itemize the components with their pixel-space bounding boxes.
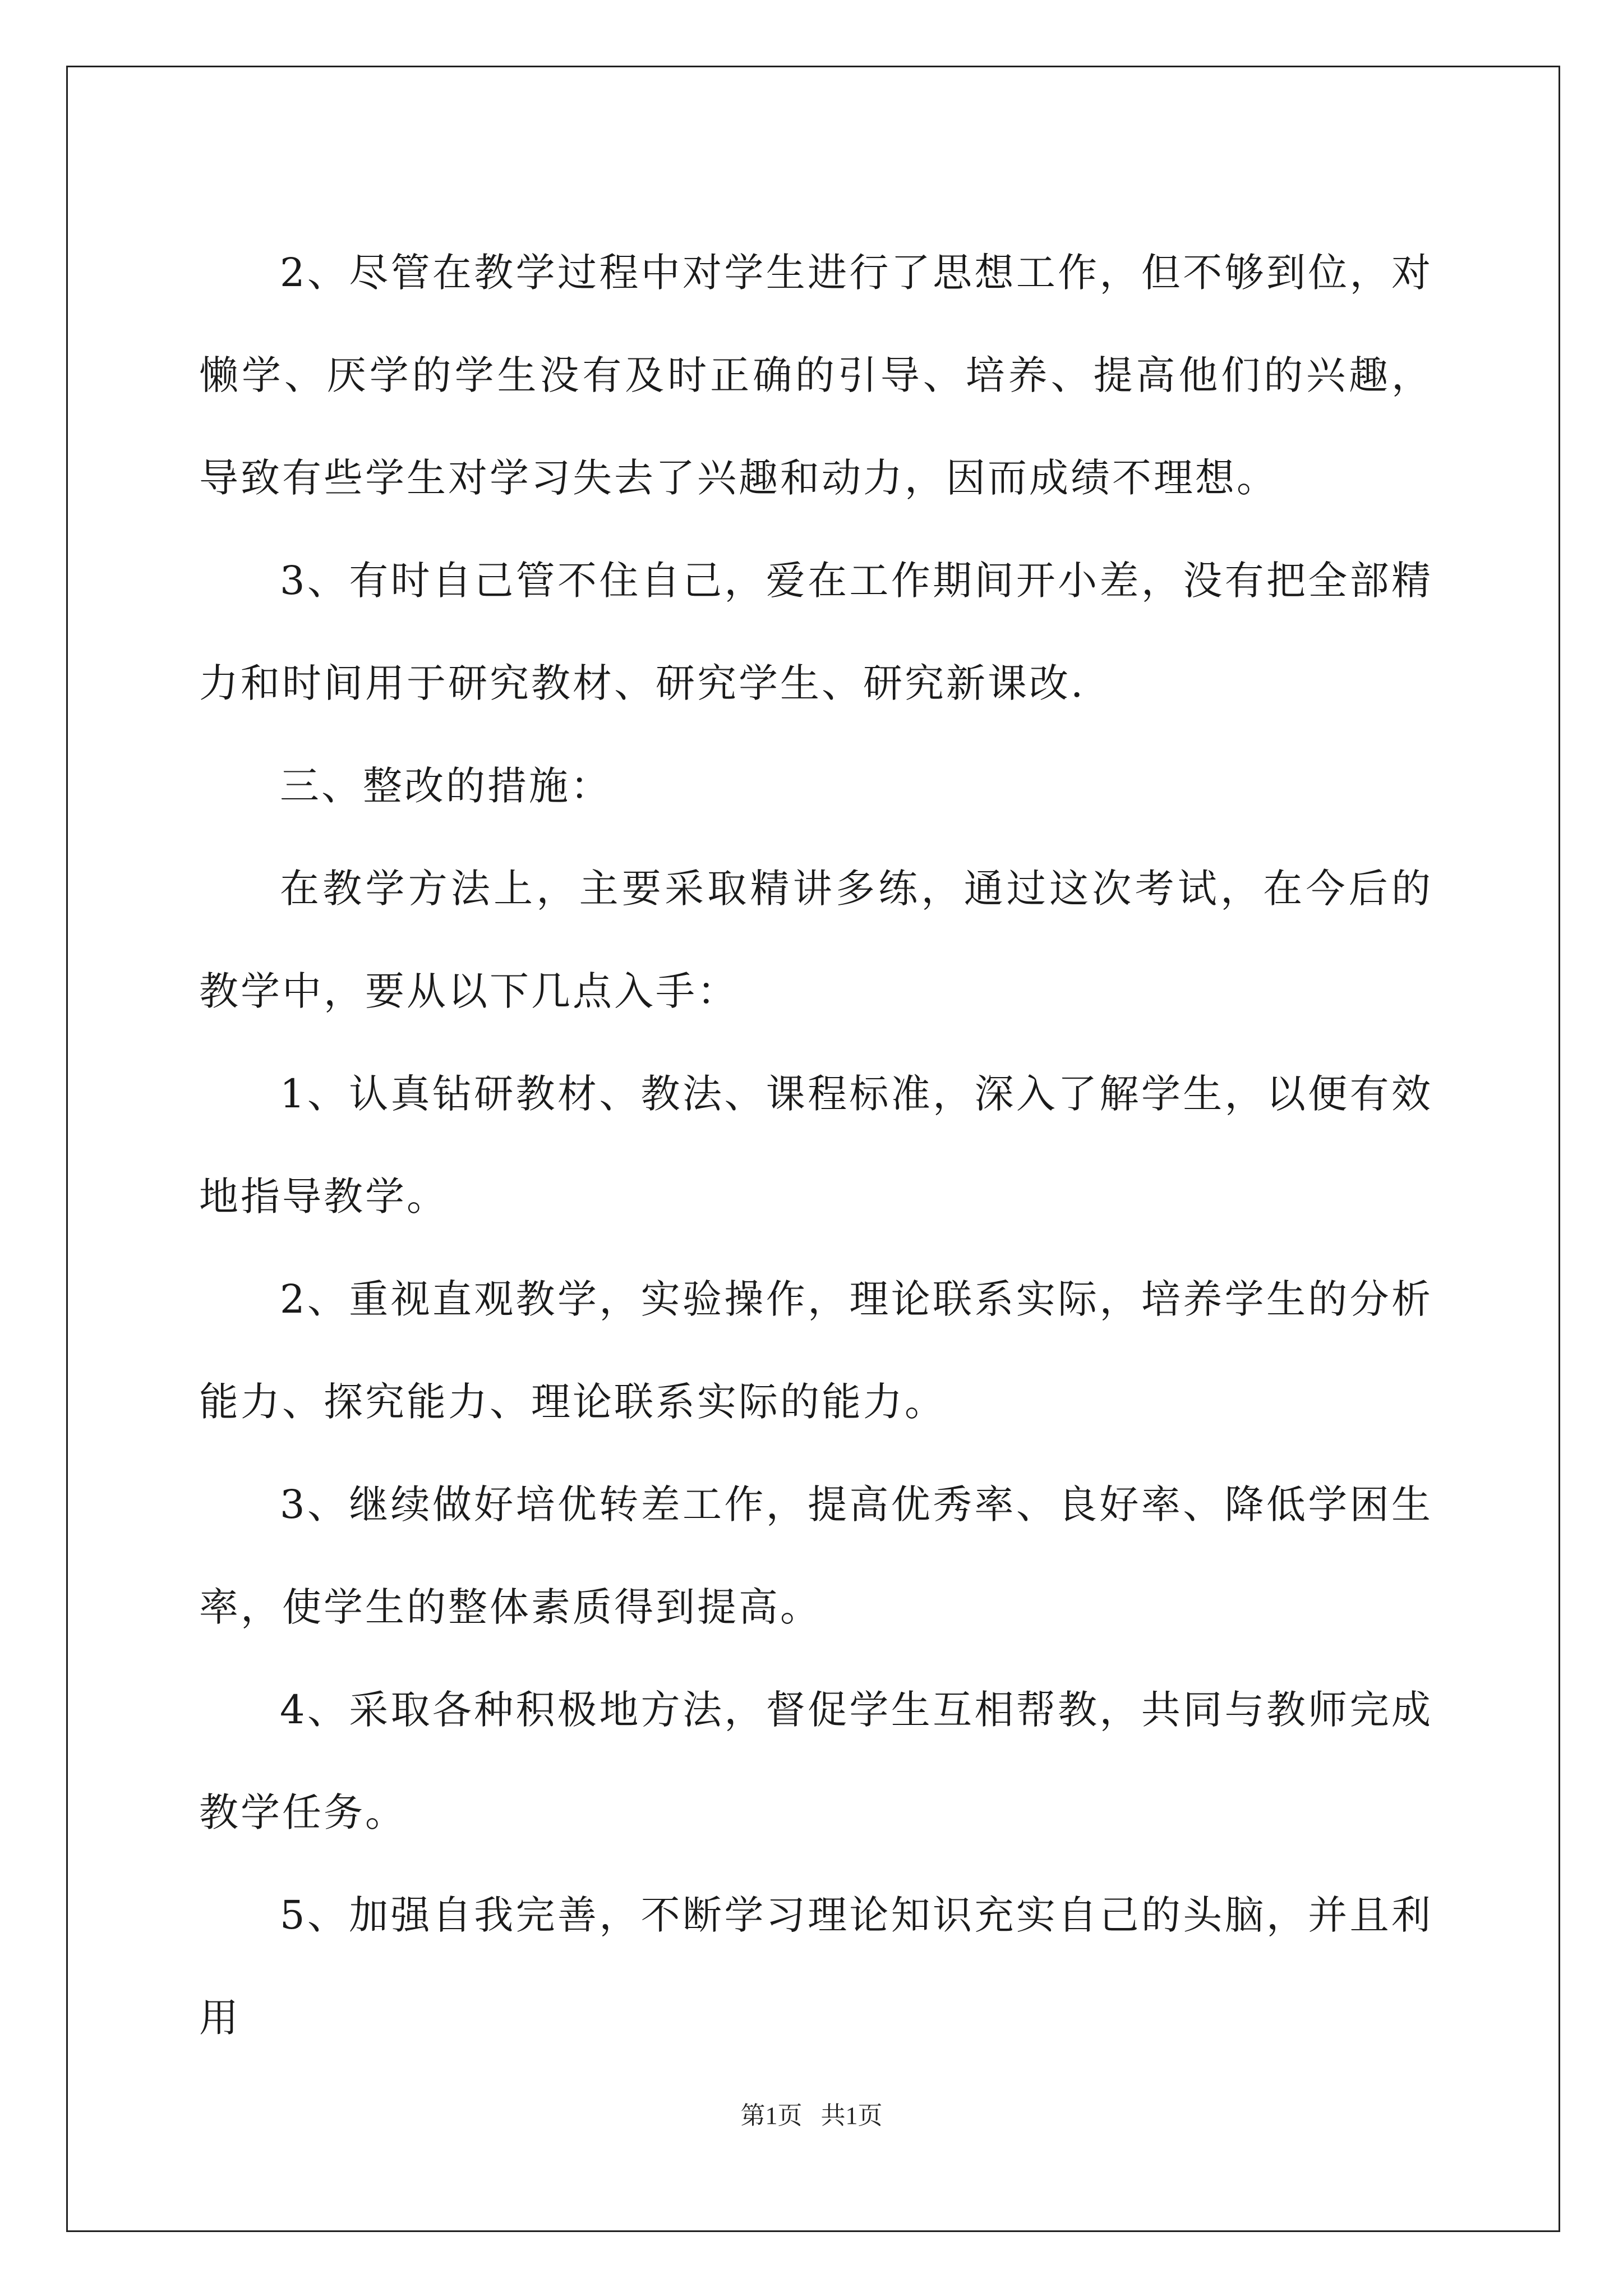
page-footer <box>0 2095 1623 2131</box>
footer-spacer <box>803 2102 821 2129</box>
paragraph-thought-work: 2、尽管在教学过程中对学生进行了思想工作，但不够到位，对懒学、厌学的学生没有及时正确的引导、培养、提高他们的兴趣，导致有些学生对学习失去了兴趣和动力，因而成绩不理想。 <box>199 250 1433 501</box>
paragraph-measure-4: 4、采取各种积极地方法，督促学生互相帮教，共同与教师完成教学任务。 <box>199 1687 1433 1835</box>
paragraph-method-intro: 在教学方法上，主要采取精讲多练，通过这次考试，在今后的教学中，要从以下几点入手： <box>199 866 1433 1014</box>
paragraph-measure-5: 5、加强自我完善，不断学习理论知识充实自己的头脑，并且利用 <box>199 1892 1433 2041</box>
paragraph-measure-3: 3、继续做好培优转差工作，提高优秀率、良好率、降低学困生率，使学生的整体素质得到提高。 <box>199 1481 1433 1630</box>
paragraph-measure-2: 2、重视直观教学，实验操作，理论联系实际，培养学生的分析能力、探究能力、理论联系实际的能力。 <box>199 1276 1433 1425</box>
page-number: 第1页 <box>740 2102 803 2129</box>
page-total: 共1页 <box>820 2102 883 2129</box>
paragraph-self-control: 3、有时自己管不住自己，爱在工作期间开小差，没有把全部精力和时间用于研究教材、研究学生、研究新课改. <box>199 558 1433 706</box>
paragraph-measure-1: 1、认真钻研教材、教法、课程标准，深入了解学生，以便有效地指导教学。 <box>199 1071 1433 1220</box>
section-heading-measures: 三、整改的措施： <box>280 763 612 809</box>
document-body <box>199 222 1433 2069</box>
